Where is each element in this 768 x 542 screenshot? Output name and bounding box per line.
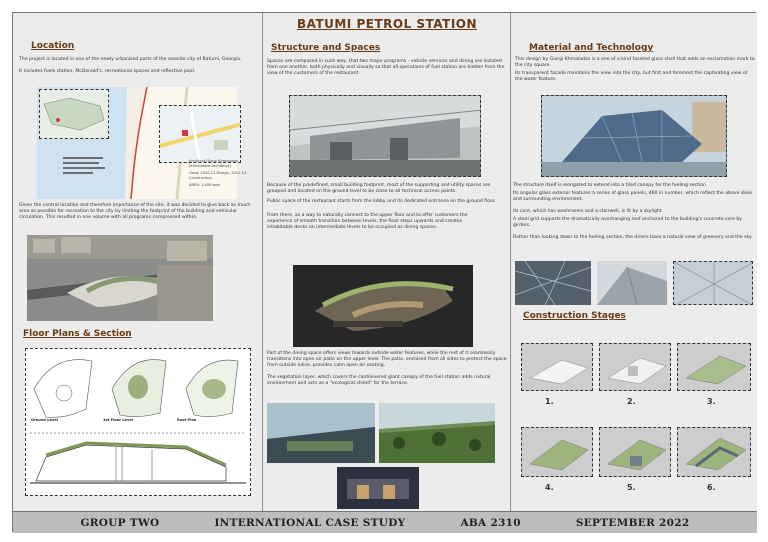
photo-terrace	[267, 403, 375, 463]
stage-2-image	[599, 343, 671, 391]
floorplans-heading: Floor Plans & Section	[23, 329, 132, 339]
stage-6-label: 6.	[707, 483, 716, 492]
material-bullet-4: Its angular glass exterior features a series of glass panels, 460 in number, which reflect the above skies and surrounding environment.	[513, 191, 753, 203]
stage-2-label: 2.	[627, 397, 636, 406]
column-material	[510, 13, 757, 511]
plan-label-roof: Roof Plan	[177, 418, 197, 422]
stage-5-label: 5.	[627, 483, 636, 492]
project-credit-3: AREA: 1,600 sqm	[189, 183, 221, 187]
plan-label-first: 1st Floor Level	[103, 418, 133, 422]
footer-date: SEPTEMBER 2022	[575, 516, 690, 529]
photo-detail-2	[597, 261, 667, 305]
structure-p6: The vegetation layer, which covers the cantilevered giant canopy of the fuel station adds natural environment and acts as a "ecological shield" for the terrace.	[267, 375, 491, 387]
stage-1-image	[521, 343, 593, 391]
column-location	[13, 13, 261, 511]
structure-p4: From there, as a way to naturally connect to the upper floor and to offer customers the experience of smooth transition between levels, the floor steps upwards and creates inhabitable decks on intermediate levels to be occupied as dining spaces.	[267, 213, 468, 231]
material-bullet-7: Rather than looking down to the fueling section, the diners have a natural view of greenery and the sky.	[513, 235, 753, 240]
project-credit-2: Used: 2010-11 Design, 2012-13 Construction	[189, 171, 247, 180]
material-heading: Material and Technology	[529, 43, 654, 53]
structure-p1: Spaces are composed in such way, that two major programs - vehicle services and dining are isolated from one another, both physically and visually so that all operations of fuel station are hidden from the view of the customers of the restaurant.	[267, 59, 505, 77]
material-bullet-6: A steel grid supports the dramatically overhanging roof anchored to the building's concrete core by girders.	[513, 217, 743, 229]
project-credit-1: Architect:Giorgi Khmaladze (Khmaladze Architects)	[189, 159, 239, 168]
poster-board	[12, 12, 756, 532]
stage-1-label: 1.	[545, 397, 554, 406]
photo-detail-1	[515, 261, 591, 305]
stage-4-label: 4.	[545, 483, 554, 492]
structure-p5: Part of the dining space offers views towards outside water features, while the rest of it seamlessly transitions into open air patio on the upper level. The patio, enclosed from all sides to protect the space from outside noise, provides calm open air seating.	[267, 351, 507, 369]
stage-6-image	[677, 427, 751, 477]
construction-heading: Construction Stages	[523, 311, 626, 321]
page-title: BATUMI PETROL STATION	[296, 17, 478, 31]
photo-detail-3	[673, 261, 753, 305]
photo-night	[337, 467, 419, 509]
material-bullet-3: The structure itself is elongated to extend into a tiled canopy for the fueling section	[513, 183, 706, 188]
material-bullet-1: This design by Giorgi Khmaladze is a one of a kind faceted glass shell that adds an exclamation mark to the city square.	[515, 57, 755, 69]
render-section-model	[293, 265, 473, 347]
stage-3-image	[677, 343, 751, 391]
location-body: Given the central location and therefore importance of the site, it was decided to give back as much area as possible for recreation to the city by limiting the footprint of the building and vehicular circulation. This resulted in one volume with all programs compressed within.	[19, 203, 251, 221]
footer-course: ABA 2310	[460, 516, 521, 529]
location-intro: The project is located in one of the newly urbanized parts of the seaside city of Batumi, Georgia.	[19, 57, 242, 62]
structure-heading: Structure and Spaces	[271, 43, 381, 53]
location-intro-2: It includes fuels station, McDonald's, recreational spaces and reflective pool.	[19, 69, 196, 74]
structure-p3: Public space of the restaurant starts from the lobby and its dedicated entrance on the ground floor.	[267, 199, 496, 204]
photo-green-roof	[379, 403, 495, 463]
stage-5-image	[599, 427, 671, 477]
footer-study: INTERNATIONAL CASE STUDY	[214, 516, 406, 529]
structure-p2: Because of the predefined, small building footprint, most of the supporting and utility spaces are grouped and located on the ground level to be close to all technical access points.	[267, 183, 491, 195]
photo-glass-shell	[541, 95, 727, 177]
material-bullet-5: Its core, which has washrooms and a stairwell, is lit by a skylight.	[513, 209, 664, 214]
stage-4-image	[521, 427, 593, 477]
footer-bar	[13, 511, 757, 533]
plan-label-ground: Ground Level	[31, 418, 58, 422]
material-bullet-2: Its transparent facade maintains the view into the city, but first and foremost the captivating view of the water feature.	[515, 71, 748, 83]
inset-map-site	[159, 105, 241, 163]
stage-3-label: 3.	[707, 397, 716, 406]
location-heading: Location	[31, 41, 75, 51]
inset-map-country	[39, 89, 109, 139]
photo-canopy	[289, 95, 481, 177]
floor-plans-panel	[25, 348, 251, 496]
footer-group: GROUP TWO	[80, 516, 160, 529]
aerial-site-photo	[27, 235, 213, 321]
column-structure	[262, 13, 510, 511]
